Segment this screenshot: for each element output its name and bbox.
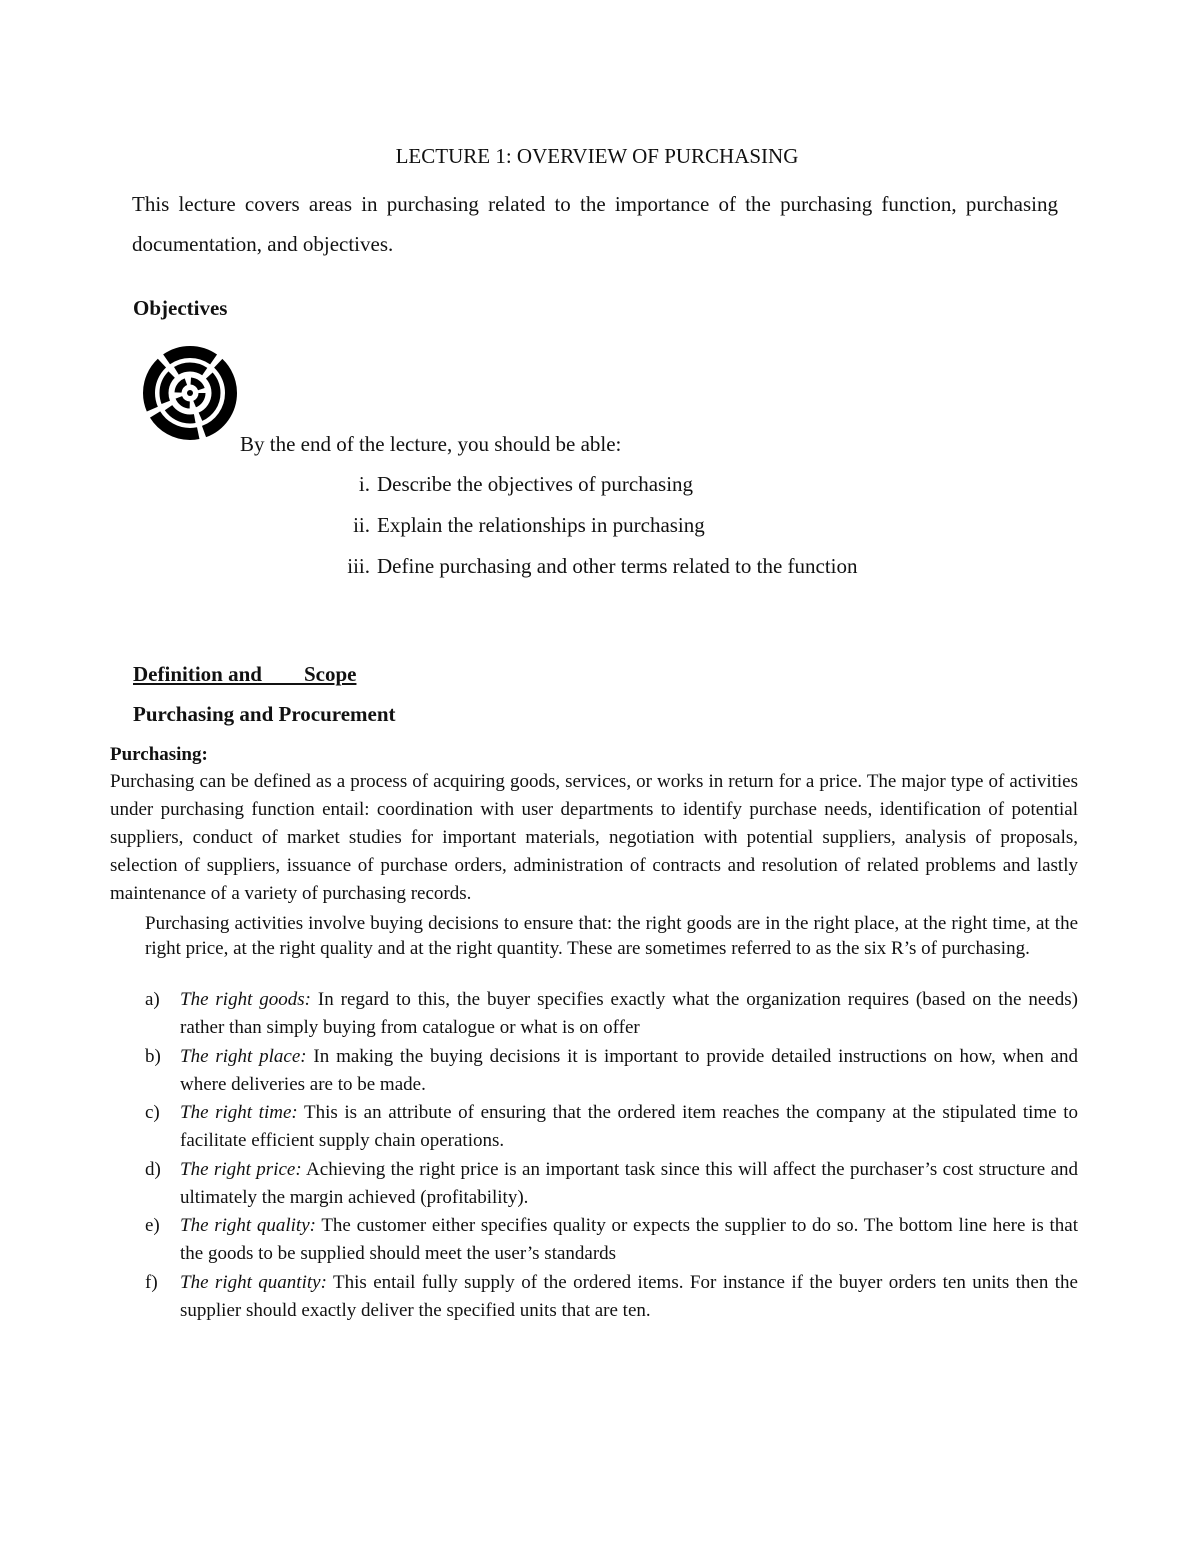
list-item-text: Achieving the right price is an important task since this will affect the purchaser’s cost structure and ultimately the margin achieved (profitability).	[180, 1158, 1078, 1208]
objectives-list	[0, 470, 1200, 593]
purchasing-procurement-heading: Purchasing and Procurement	[133, 702, 396, 726]
list-item-term: The right place:	[180, 1045, 307, 1067]
page-title: LECTURE 1: OVERVIEW OF PURCHASING	[395, 144, 799, 168]
list-item	[0, 1269, 1200, 1326]
list-marker: b)	[145, 1045, 161, 1067]
list-item-term: The right quality:	[180, 1215, 316, 1236]
list-item-body	[180, 1156, 1078, 1212]
list-marker: e)	[145, 1215, 160, 1236]
list-item-term: The right time:	[180, 1102, 298, 1123]
six-rs-paragraph: Purchasing activities involve buying decisions to ensure that: the right goods are in the right place, at the right time, at the right price, at the right quality and at the right quantity. These are sometimes referred to as the six R’s of purchasing.	[145, 913, 1078, 959]
list-marker: a)	[145, 989, 160, 1010]
purchasing-definition-paragraph: Purchasing can be defined as a process of acquiring goods, services, or works in return for a price. The major type of activities under purchasing function entail: coordination with user departments to identify purchase needs, identification of potential suppliers, conduct of market studies for important materials, negotiation with potential suppliers, analysis of proposals, selection of suppliers, issuance of purchase orders, administration of contracts and resolution of related problems and lastly maintenance of a variety of purchasing records.	[110, 771, 1078, 904]
objectives-intro: By the end of the lecture, you should be able:	[240, 432, 622, 456]
list-item	[0, 1212, 1200, 1269]
six-rs-list	[0, 986, 1200, 1325]
purchasing-label: Purchasing:	[110, 744, 208, 765]
objectives-heading: Objectives	[133, 296, 228, 320]
list-item	[0, 1099, 1200, 1156]
list-marker: iii.	[347, 554, 370, 578]
list-item	[0, 552, 1200, 593]
list-item-body	[180, 1212, 1078, 1268]
list-item-text: In making the buying decisions it is important to provide detailed instructions on how, when and where deliveries are to be made.	[180, 1045, 1078, 1095]
list-item-body	[180, 1269, 1078, 1325]
list-item-text: In regard to this, the buyer specifies exactly what the organization requires (based on the needs) rather than simply buying from catalogue or what is on offer	[180, 989, 1078, 1038]
list-item-text: Define purchasing and other terms related to the function	[377, 554, 858, 578]
list-item	[0, 470, 1200, 511]
list-item-text: Describe the objectives of purchasing	[377, 472, 694, 496]
list-marker: d)	[145, 1158, 161, 1180]
list-item-text: This is an attribute of ensuring that the ordered item reaches the company at the stipulated time to facilitate efficient supply chain operations.	[180, 1102, 1078, 1151]
intro-paragraph: This lecture covers areas in purchasing related to the importance of the purchasing function, purchasing documentation, and objectives.	[132, 192, 1058, 256]
target-icon	[140, 338, 240, 448]
list-item-text: This entail fully supply of the ordered items. For instance if the buyer orders ten units then the supplier should exactly deliver the specified units that are ten.	[180, 1271, 1078, 1321]
list-item-term: The right goods:	[180, 989, 311, 1010]
list-item	[0, 986, 1200, 1043]
list-item-text: Explain the relationships in purchasing	[377, 513, 705, 537]
list-item-text: The customer either specifies quality or expects the supplier to do so. The bottom line here is that the goods to be supplied should meet the user’s standards	[180, 1215, 1078, 1264]
list-item-body	[180, 986, 1078, 1042]
definition-scope-heading: Definition and Scope	[133, 662, 357, 686]
list-marker: c)	[145, 1102, 160, 1123]
list-item-term: The right quantity:	[180, 1271, 327, 1293]
list-item-body	[180, 1043, 1078, 1099]
list-marker: ii.	[353, 513, 370, 537]
list-item	[0, 1043, 1200, 1100]
list-marker: i.	[358, 472, 370, 496]
list-marker: f)	[145, 1271, 158, 1293]
list-item	[0, 1156, 1200, 1213]
list-item	[0, 511, 1200, 552]
list-item-term: The right price:	[180, 1158, 302, 1180]
list-item-body	[180, 1099, 1078, 1155]
